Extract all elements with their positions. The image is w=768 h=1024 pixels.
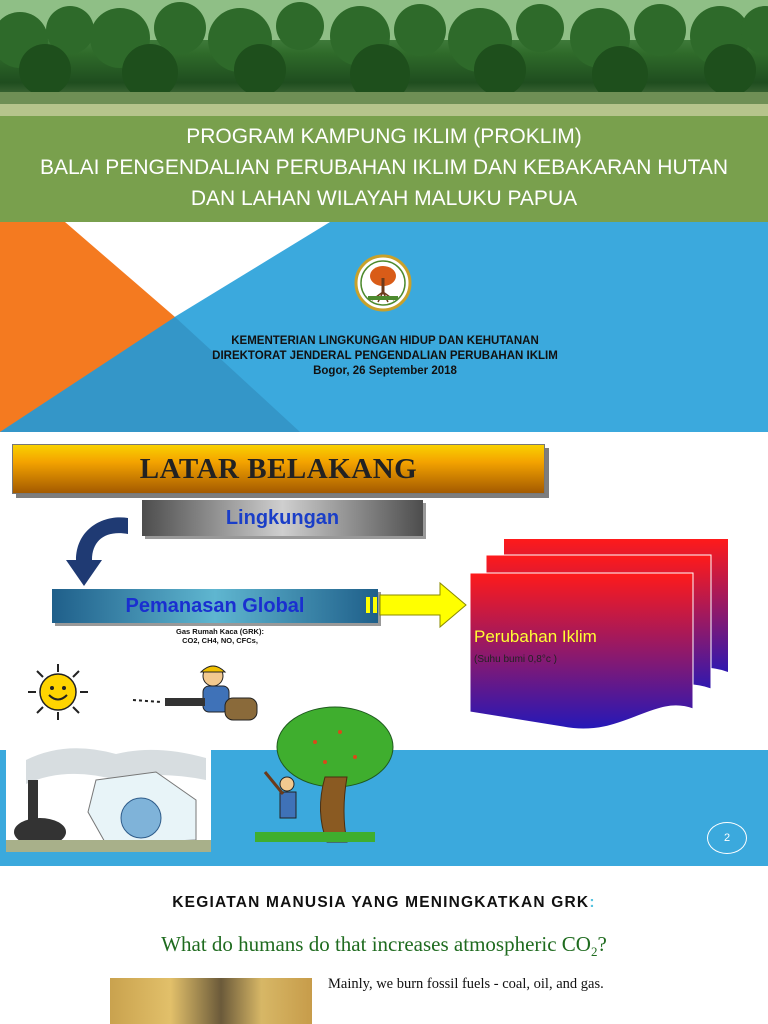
curved-arrow-icon bbox=[62, 510, 137, 590]
activities-heading-text: KEGIATAN MANUSIA YANG MENINGKATKAN GRK bbox=[172, 894, 590, 911]
fossil-fuel-text: Mainly, we burn fossil fuels - coal, oil, and gas. bbox=[328, 976, 604, 992]
heading-banner bbox=[12, 444, 545, 494]
lingkungan-box bbox=[142, 500, 423, 536]
question-text: What do humans do that increases atmospheric CO bbox=[161, 932, 591, 956]
perubahan-label: Perubahan Iklim bbox=[474, 627, 597, 646]
greenhouse-earth-icon bbox=[6, 740, 211, 852]
suhu-label: (Suhu bumi 0,8°c ) bbox=[474, 654, 557, 665]
ministry-logo-icon bbox=[354, 254, 412, 312]
pemanasan-box bbox=[52, 589, 378, 623]
forest-photo bbox=[0, 0, 768, 118]
directorate-name: DIREKTORAT JENDERAL PENGENDALIAN PERUBAHAN IKLIM bbox=[212, 350, 558, 362]
title-line-3: DAN LAHAN WILAYAH MALUKU PAPUA bbox=[190, 187, 578, 210]
grk-text bbox=[130, 627, 310, 645]
question-subscript: 2 bbox=[590, 944, 598, 960]
background-slide bbox=[0, 432, 768, 866]
heading-text: LATAR BELAKANG bbox=[139, 453, 418, 485]
grk-line-1: Gas Rumah Kaca (GRK): bbox=[176, 627, 264, 636]
title-band bbox=[0, 116, 768, 222]
title-line-1: PROGRAM KAMPUNG IKLIM (PROKLIM) bbox=[186, 125, 582, 148]
pemanasan-label: Pemanasan Global bbox=[125, 595, 305, 617]
title-slide bbox=[0, 0, 768, 432]
grk-line-2: CO2, CH4, NO, CFCs, bbox=[182, 636, 258, 645]
heading-colon: : bbox=[589, 894, 596, 911]
ministry-name: KEMENTERIAN LINGKUNGAN HIDUP DAN KEHUTANAN bbox=[231, 335, 539, 347]
forest-illustration bbox=[0, 0, 768, 118]
activities-heading bbox=[0, 894, 768, 912]
lingkungan-label: Lingkungan bbox=[225, 507, 340, 529]
activities-slide bbox=[0, 866, 768, 1024]
page-number-badge: 2 bbox=[707, 822, 747, 854]
title-line-2: BALAI PENGENDALIAN PERUBAHAN IKLIM DAN KEBAKARAN HUTAN bbox=[39, 156, 729, 179]
smokestack-photo bbox=[110, 978, 312, 1024]
tree-and-lumberjack-icon bbox=[255, 702, 395, 847]
date-location: Bogor, 26 September 2018 bbox=[313, 365, 457, 377]
worker-with-chainsaw-icon bbox=[125, 660, 265, 730]
ministry-text bbox=[150, 334, 620, 379]
co2-question bbox=[0, 932, 768, 960]
smiling-sun-icon bbox=[18, 662, 98, 722]
question-mark: ? bbox=[597, 932, 607, 956]
right-arrow-icon bbox=[364, 580, 470, 630]
